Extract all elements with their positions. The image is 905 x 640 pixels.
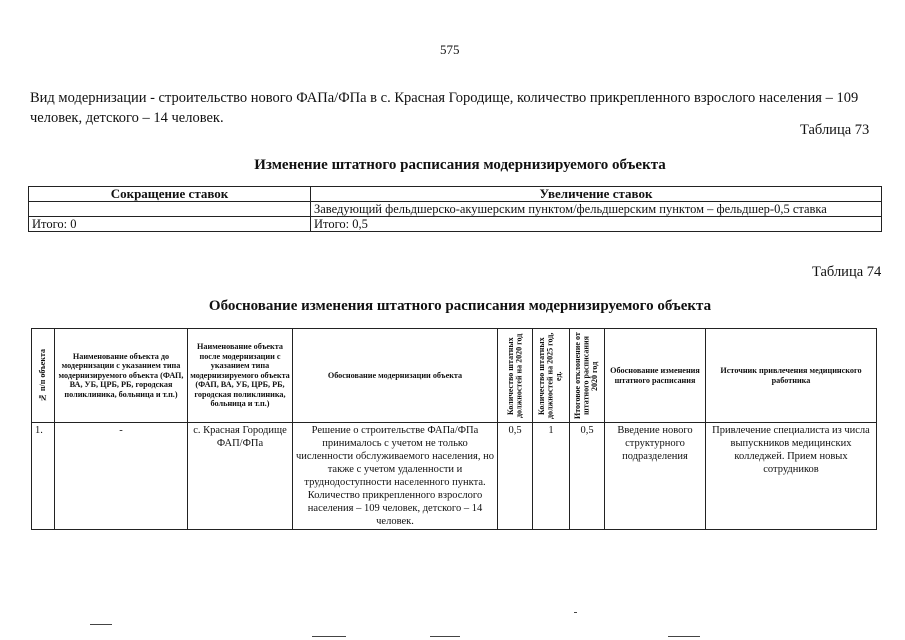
- header-after: Наименование объекта после модернизации с указанием типа модернизируемого объекта (ФАП, ВА, УБ, ЦРБ, РБ, городская поликлиника, больница и т.п.): [188, 329, 293, 423]
- header-justification: Обоснование модернизации объекта: [293, 329, 498, 423]
- scan-mark: [574, 612, 577, 613]
- table-74-label: Таблица 74: [812, 264, 882, 280]
- scan-mark: [90, 624, 112, 625]
- header-count-2020: Количество штатных должностей на 2020 год: [498, 329, 533, 423]
- table-row: [32, 423, 877, 530]
- cell-count-2025: 1: [533, 423, 570, 530]
- scan-mark: [312, 636, 346, 637]
- cell-source: Привлечение специалиста из числа выпускников медицинских колледжей. Прием новых сотрудников: [706, 423, 877, 530]
- page-number: 575: [440, 42, 460, 57]
- cell-change-reason: Введение нового структурного подразделения: [605, 423, 706, 530]
- header-deviation: Итоговое отклонение от штатного расписания 2020 год: [570, 329, 605, 423]
- cell-before: -: [55, 423, 188, 530]
- reduction-items: [29, 202, 311, 217]
- intro-paragraph: Вид модернизации - строительство нового ФАПа/ФПа в с. Красная Городище, количество прикрепленного взрослого населения – 109 человек, детского – 14 человек.: [30, 90, 859, 126]
- cell-deviation: 0,5: [570, 423, 605, 530]
- table-73-title: Изменение штатного расписания модернизируемого объекта: [254, 157, 666, 173]
- header-before: Наименование объекта до модернизации с указанием типа модернизируемого объекта (ФАП, ВА, УБ, ЦРБ, РБ, городская поликлиника, больница и т.п.): [55, 329, 188, 423]
- cell-count-2020: 0,5: [498, 423, 533, 530]
- increase-items: Заведующий фельдшерско-акушерским пунктом/фельдшерским пунктом – фельдшер-0,5 ставка: [311, 202, 882, 217]
- scan-mark: [430, 636, 460, 637]
- reduction-header: Сокращение ставок: [29, 187, 311, 202]
- staffing-change-table: [28, 186, 882, 232]
- header-source: Источник привлечения медицинского работника: [706, 329, 877, 423]
- cell-justification: Решение о строительстве ФАПа/ФПа принималось с учетом не только численности обслуживаемого населения, но также с учетом удаленности и труднодоступности населенного пункта. Количество прикрепленного взрослого населения – 109 человек, детского – 14 человек.: [293, 423, 498, 530]
- increase-total: Итого: 0,5: [311, 217, 882, 232]
- header-num: № п/п объекта: [32, 329, 55, 423]
- table-73-label: Таблица 73: [800, 122, 870, 138]
- table-74-title: Обоснование изменения штатного расписания модернизируемого объекта: [208, 298, 712, 314]
- header-count-2025: Количество штатных должностей на 2025 год, ед.: [533, 329, 570, 423]
- cell-num: 1.: [32, 423, 55, 530]
- cell-after: с. Красная Городище ФАП/ФПа: [188, 423, 293, 530]
- scan-mark: [668, 636, 700, 637]
- increase-header: Увеличение ставок: [311, 187, 882, 202]
- header-change-reason: Обоснование изменения штатного расписания: [605, 329, 706, 423]
- staffing-justification-table: [31, 328, 877, 530]
- reduction-total: Итого: 0: [29, 217, 311, 232]
